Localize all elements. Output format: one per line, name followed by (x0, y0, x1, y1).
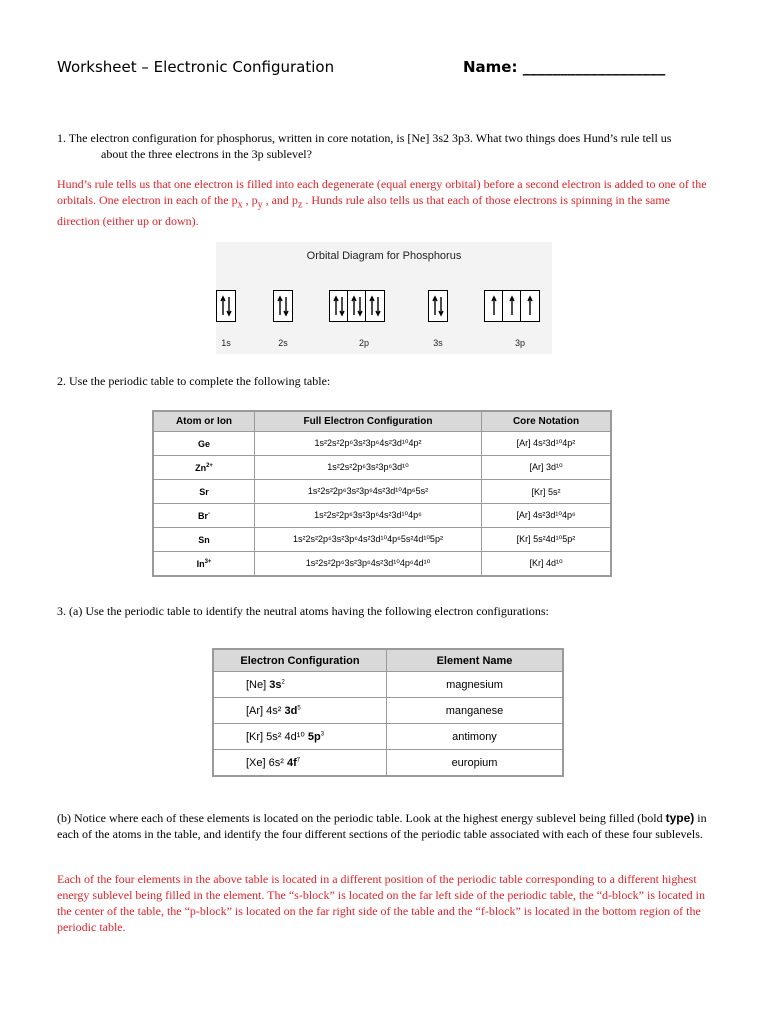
paired-arrows-icon (217, 291, 235, 321)
core-notation-cell: [Ar] 4s²3d¹⁰4p⁶ (482, 504, 612, 528)
atom-symbol: Br (197, 510, 208, 521)
atom-symbol: Sr (199, 486, 209, 497)
orbital-diagram-title: Orbital Diagram for Phosphorus (306, 250, 462, 262)
worksheet-header (57, 58, 717, 82)
column-header: Element Name (387, 649, 564, 672)
ion-charge: 2+ (206, 462, 213, 469)
atom-symbol: Zn (195, 462, 207, 473)
orbital-label: 1s (221, 338, 231, 348)
orbital-cell (217, 291, 235, 321)
up-arrow-icon (485, 291, 503, 321)
column-header: Full Electron Configuration (255, 411, 482, 432)
up-arrow-icon (503, 291, 521, 321)
table-row (213, 724, 563, 750)
core-part: [Ar] 4s² (246, 704, 285, 717)
core-part: [Xe] 6s² (246, 756, 287, 769)
paired-arrows-icon (274, 291, 292, 321)
orbital-3p (484, 290, 540, 322)
core-part: [Kr] 5s² 4d¹⁰ (246, 731, 308, 743)
table-row (213, 672, 563, 698)
orbital-cell (330, 291, 348, 321)
pz-subscript: z (297, 199, 303, 211)
configuration-cell (213, 698, 387, 724)
full-configuration-cell: 1s²2s²2p⁶3s²3p⁶4s²3d¹⁰4p⁶5s² (255, 480, 482, 504)
full-configuration-cell: 1s²2s²2p⁶3s²3p⁶4s²3d¹⁰4p⁶ (255, 504, 482, 528)
orbital-cell (503, 291, 521, 321)
question-2-prompt: 2. Use the periodic table to complete the following table: (57, 374, 331, 388)
full-configuration-cell: 1s²2s²2p⁶3s²3p⁶4s²3d¹⁰4p⁶4d¹⁰ (255, 552, 482, 577)
orbital-cell (348, 291, 366, 321)
sublevel-electrons: 5 (297, 704, 301, 711)
element-name-cell: antimony (387, 724, 564, 750)
answer-1-part1: Hund’s rule tells us that one electron is filled into each degenerate (equal energy orbital) before a second electron is added to one of the orbitals. One electron in each of the p (57, 177, 707, 207)
atom-cell (153, 456, 255, 480)
table-row (153, 552, 611, 577)
paired-arrows-icon (429, 291, 447, 321)
answer-1 (57, 176, 707, 229)
question-3b-part2: in each of the atoms in the table, and identify the four different sections of the periodic table associated with each of these four sublevels. (57, 811, 707, 841)
table-header-row (213, 649, 563, 672)
column-header: Atom or Ion (153, 411, 255, 432)
configuration-cell (213, 750, 387, 777)
py-subscript: y (257, 199, 263, 211)
orbital-cell (274, 291, 292, 321)
orbital-cell (485, 291, 503, 321)
atom-cell (153, 480, 255, 504)
answer-1-part2: . Hunds rule also tells us that each of those electrons is spinning in the same direction (either up or down). (57, 193, 670, 229)
table-row (153, 480, 611, 504)
ion-charge: - (208, 510, 210, 517)
element-name-cell: europium (387, 750, 564, 777)
core-notation-cell: [Kr] 5s² (482, 480, 612, 504)
orbital-diagram (216, 242, 552, 354)
answer-3b: Each of the four elements in the above table is located in a different position of the periodic table corresponding to a different highest energy sublevel being filled in the element. The “s-block” is located on the far left side of the periodic table, the “d-block” is located in the center of the table, the “p-block” is located on the far right side of the table and the “f-block” is located in the bottom region of the periodic table. (57, 872, 705, 934)
highest-sublevel: 5p (307, 731, 321, 743)
sublevel-electrons: 3 (320, 731, 325, 738)
configuration-cell (213, 724, 387, 750)
ion-charge: 3+ (204, 558, 212, 565)
atom-symbol: Ge (197, 438, 210, 449)
paired-arrows-icon (330, 291, 348, 321)
answer-1-sep1: , p (242, 193, 258, 207)
orbital-cell (429, 291, 447, 321)
paired-arrows-icon (348, 291, 366, 321)
sublevel-electrons: 7 (296, 756, 301, 763)
core-notation-cell: [Kr] 4d¹⁰ (482, 552, 612, 577)
element-identification-table (212, 648, 564, 777)
column-header: Core Notation (482, 411, 612, 432)
paired-arrows-icon (366, 291, 384, 321)
question-1-line2: about the three electrons in the 3p sublevel? (101, 147, 312, 161)
atom-cell (153, 432, 255, 456)
highest-sublevel: 3d (284, 704, 298, 717)
orbital-label: 3s (433, 338, 443, 348)
atom-cell (153, 528, 255, 552)
page-title: Worksheet – Electronic Configuration (57, 58, 335, 76)
atom-symbol: In (196, 558, 205, 569)
full-configuration-cell: 1s²2s²2p⁶3s²3p⁶3d¹⁰ (255, 456, 482, 480)
table-header-row (153, 411, 611, 432)
table-row (213, 750, 563, 777)
orbital-1s (216, 290, 236, 322)
atom-cell (153, 552, 255, 577)
question-3b-bold: type) (665, 811, 695, 825)
configuration-cell (213, 672, 387, 698)
orbital-3s (428, 290, 448, 322)
core-part: [Ne] (246, 678, 270, 691)
question-3a-prompt: 3. (a) Use the periodic table to identify the neutral atoms having the following electron configurations: (57, 604, 549, 618)
question-3b (57, 810, 707, 842)
table-row (153, 432, 611, 456)
orbital-2p (329, 290, 385, 322)
column-header: Electron Configuration (213, 649, 387, 672)
up-arrow-icon (521, 291, 539, 321)
table-row (153, 528, 611, 552)
question-3b-part1: (b) Notice where each of these elements is located on the periodic table. Look at the highest energy sublevel being filled (bold (57, 811, 666, 825)
element-name-cell: manganese (387, 698, 564, 724)
orbital-2s (273, 290, 293, 322)
element-name-cell: magnesium (387, 672, 564, 698)
question-1 (57, 130, 707, 162)
sublevel-electrons: 2 (281, 678, 285, 685)
core-notation-cell: [Kr] 5s²4d¹⁰5p² (482, 528, 612, 552)
name-field-label: Name: ___________________ (463, 58, 666, 76)
table-row (153, 504, 611, 528)
highest-sublevel: 3s (269, 678, 282, 691)
orbital-cell (366, 291, 384, 321)
orbital-label: 2p (358, 338, 369, 348)
table-row (153, 456, 611, 480)
atom-symbol: Sn (198, 534, 210, 545)
px-subscript: x (237, 199, 243, 211)
table-row (213, 698, 563, 724)
answer-1-sep2: , and p (262, 193, 298, 207)
orbital-label: 2s (278, 338, 288, 348)
orbital-cell (521, 291, 539, 321)
full-configuration-cell: 1s²2s²2p⁶3s²3p⁶4s²3d¹⁰4p⁶5s²4d¹⁰5p² (255, 528, 482, 552)
configuration-table (152, 410, 612, 577)
full-configuration-cell: 1s²2s²2p⁶3s²3p⁶4s²3d¹⁰4p² (255, 432, 482, 456)
orbital-label: 3p (514, 338, 525, 348)
atom-cell (153, 504, 255, 528)
core-notation-cell: [Ar] 4s²3d¹⁰4p² (482, 432, 612, 456)
question-1-line1: 1. The electron configuration for phosphorus, written in core notation, is [Ne] 3s2 3p3. What two things does Hund’s rule tell us (57, 131, 672, 145)
core-notation-cell: [Ar] 3d¹⁰ (482, 456, 612, 480)
highest-sublevel: 4f (286, 756, 297, 769)
